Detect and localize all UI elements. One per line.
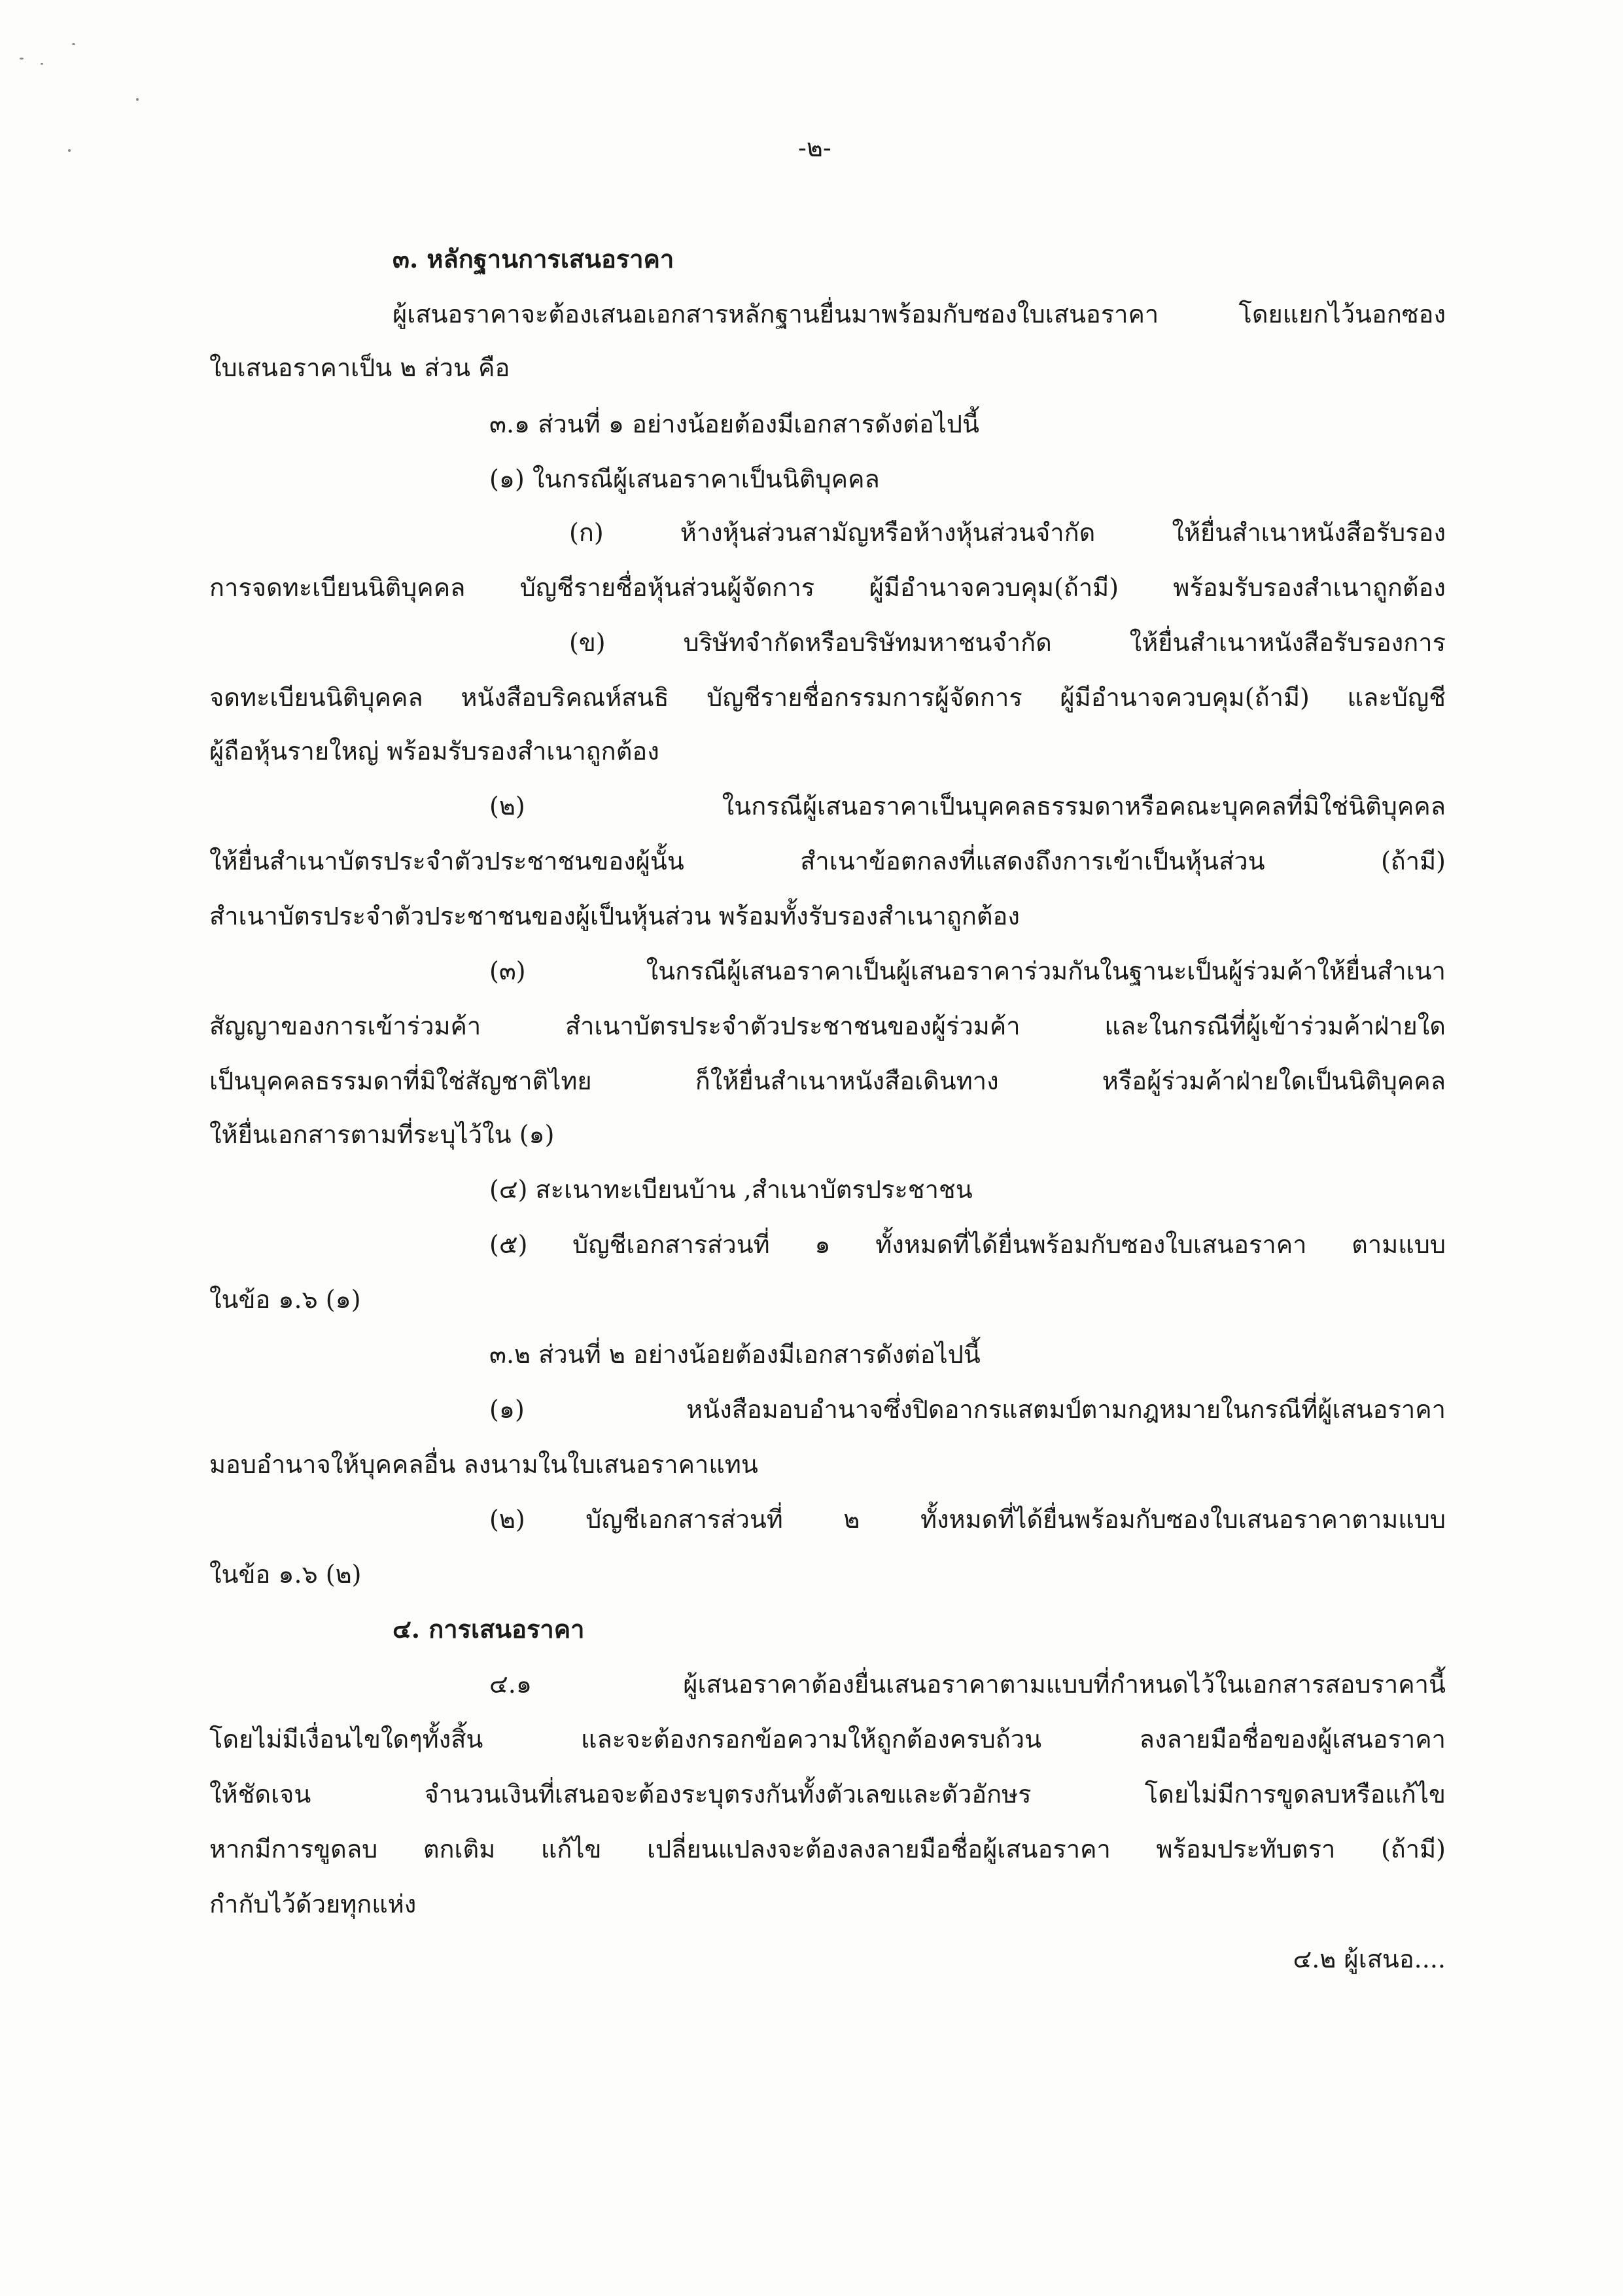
item-1b-line-2: จดทะเบียนนิติบุคคล หนังสือบริคณห์สนธิ บัญชีรายชื่อกรรมการผู้จัดการ ผู้มีอำนาจควบคุม(ถ้ามี) และบัญชี xyxy=(209,683,1446,712)
item-2-line-1: (๒) ในกรณีผู้เสนอราคาเป็นบุคคลธรรมดาหรือคณะบุคคลที่มิใช่นิติบุคคล xyxy=(489,792,1446,821)
item-1a-line-1: (ก) ห้างหุ้นส่วนสามัญหรือห้างหุ้นส่วนจำกัด ให้ยื่นสำเนาหนังสือรับรอง xyxy=(569,518,1446,547)
section-3-intro-line-2: ใบเสนอราคาเป็น ๒ ส่วน คือ xyxy=(209,353,510,382)
item-3-line-4: ให้ยื่นเอกสารตามที่ระบุไว้ใน (๑) xyxy=(209,1120,555,1149)
part2-item-1-line-1: (๑) หนังสือมอบอำนาจซึ่งปิดอากรแสตมป์ตามกฎหมายในกรณีที่ผู้เสนอราคา xyxy=(489,1395,1446,1424)
scan-speck xyxy=(41,63,43,65)
item-3-line-2: สัญญาของการเข้าร่วมค้า สำเนาบัตรประจำตัวประชาชนของผู้ร่วมค้า และในกรณีที่ผู้เข้าร่วมค้าฝ่ายใด xyxy=(209,1012,1446,1040)
item-4: (๔) สะเนาทะเบียนบ้าน ,สำเนาบัตรประชาชน xyxy=(489,1175,973,1204)
section-4-1-line-2: โดยไม่มีเงื่อนไขใดๆทั้งสิ้น และจะต้องกรอกข้อความให้ถูกต้องครบถ้วน ลงลายมือชื่อของผู้เสนอราคา xyxy=(209,1725,1446,1754)
scan-speck xyxy=(136,98,139,101)
section-4-heading: ๔. การเสนอราคา xyxy=(393,1614,585,1644)
scan-speck xyxy=(68,149,71,152)
section-4-1-line-4: หากมีการขูดลบ ตกเติม แก้ไข เปลี่ยนแปลงจะต้องลงลายมือชื่อผู้เสนอราคา พร้อมประทับตรา (ถ้ามี) xyxy=(209,1835,1446,1863)
subsection-3-2-heading: ๓.๒ ส่วนที่ ๒ อย่างน้อยต้องมีเอกสารดังต่อไปนี้ xyxy=(489,1340,981,1369)
section-3-intro-line-1: ผู้เสนอราคาจะต้องเสนอเอกสารหลักฐานยื่นมาพร้อมกับซองใบเสนอราคา โดยแยกไว้นอกซอง xyxy=(393,300,1446,328)
section-4-1-line-1: ๔.๑ ผู้เสนอราคาต้องยื่นเสนอราคาตามแบบที่กำหนดไว้ในเอกสารสอบราคานี้ xyxy=(489,1670,1446,1699)
item-5-line-1: (๕) บัญชีเอกสารส่วนที่ ๑ ทั้งหมดที่ได้ยื่นพร้อมกับซองใบเสนอราคา ตามแบบ xyxy=(489,1230,1446,1259)
page-number: -๒- xyxy=(798,133,831,162)
item-3-line-3: เป็นบุคคลธรรมดาที่มิใช่สัญชาติไทย ก็ให้ยื่นสำเนาหนังสือเดินทาง หรือผู้ร่วมค้าฝ่ายใดเป็นนิติบุคคล xyxy=(209,1067,1446,1095)
item-2-line-3: สำเนาบัตรประจำตัวประชาชนของผู้เป็นหุ้นส่วน พร้อมทั้งรับรองสำเนาถูกต้อง xyxy=(209,902,1020,930)
item-3-line-1: (๓) ในกรณีผู้เสนอราคาเป็นผู้เสนอราคาร่วมกันในฐานะเป็นผู้ร่วมค้าให้ยื่นสำเนา xyxy=(489,957,1446,985)
item-1-title: (๑) ในกรณีผู้เสนอราคาเป็นนิติบุคคล xyxy=(489,465,880,493)
scan-speck xyxy=(72,43,75,45)
part2-item-2-line-1: (๒) บัญชีเอกสารส่วนที่ ๒ ทั้งหมดที่ได้ยื่นพร้อมกับซองใบเสนอราคาตามแบบ xyxy=(489,1505,1446,1534)
subsection-3-1-heading: ๓.๑ ส่วนที่ ๑ อย่างน้อยต้องมีเอกสารดังต่อไปนี้ xyxy=(489,410,979,438)
section-4-1-line-3: ให้ชัดเจน จำนวนเงินที่เสนอจะต้องระบุตรงกันทั้งตัวเลขและตัวอักษร โดยไม่มีการขูดลบหรือแก้ไข xyxy=(209,1780,1446,1809)
item-2-line-2: ให้ยื่นสำเนาบัตรประจำตัวประชาชนของผู้นั้น สำเนาข้อตกลงที่แสดงถึงการเข้าเป็นหุ้นส่วน (ถ้ามี) xyxy=(209,847,1446,875)
item-5-line-2: ในข้อ ๑.๖ (๑) xyxy=(209,1285,361,1314)
scan-speck xyxy=(20,58,24,60)
item-1b-line-1: (ข) บริษัทจำกัดหรือบริษัทมหาชนจำกัด ให้ยื่นสำเนาหนังสือรับรองการ xyxy=(569,628,1446,657)
item-1a-line-2: การจดทะเบียนนิติบุคคล บัญชีรายชื่อหุ้นส่วนผู้จัดการ ผู้มีอำนาจควบคุม(ถ้ามี) พร้อมรับรองสำเนาถูกต้อง xyxy=(209,573,1446,602)
part2-item-1-line-2: มอบอำนาจให้บุคคลอื่น ลงนามในใบเสนอราคาแทน xyxy=(209,1450,758,1479)
section-3-heading: ๓. หลักฐานการเสนอราคา xyxy=(393,244,674,274)
section-4-1-line-5: กำกับไว้ด้วยทุกแห่ง xyxy=(209,1890,417,1918)
part2-item-2-line-2: ในข้อ ๑.๖ (๒) xyxy=(209,1560,362,1589)
continuation-note: ๔.๒ ผู้เสนอ.... xyxy=(1293,1945,1446,1973)
item-1b-line-3: ผู้ถือหุ้นรายใหญ่ พร้อมรับรองสำเนาถูกต้อง xyxy=(209,737,659,766)
